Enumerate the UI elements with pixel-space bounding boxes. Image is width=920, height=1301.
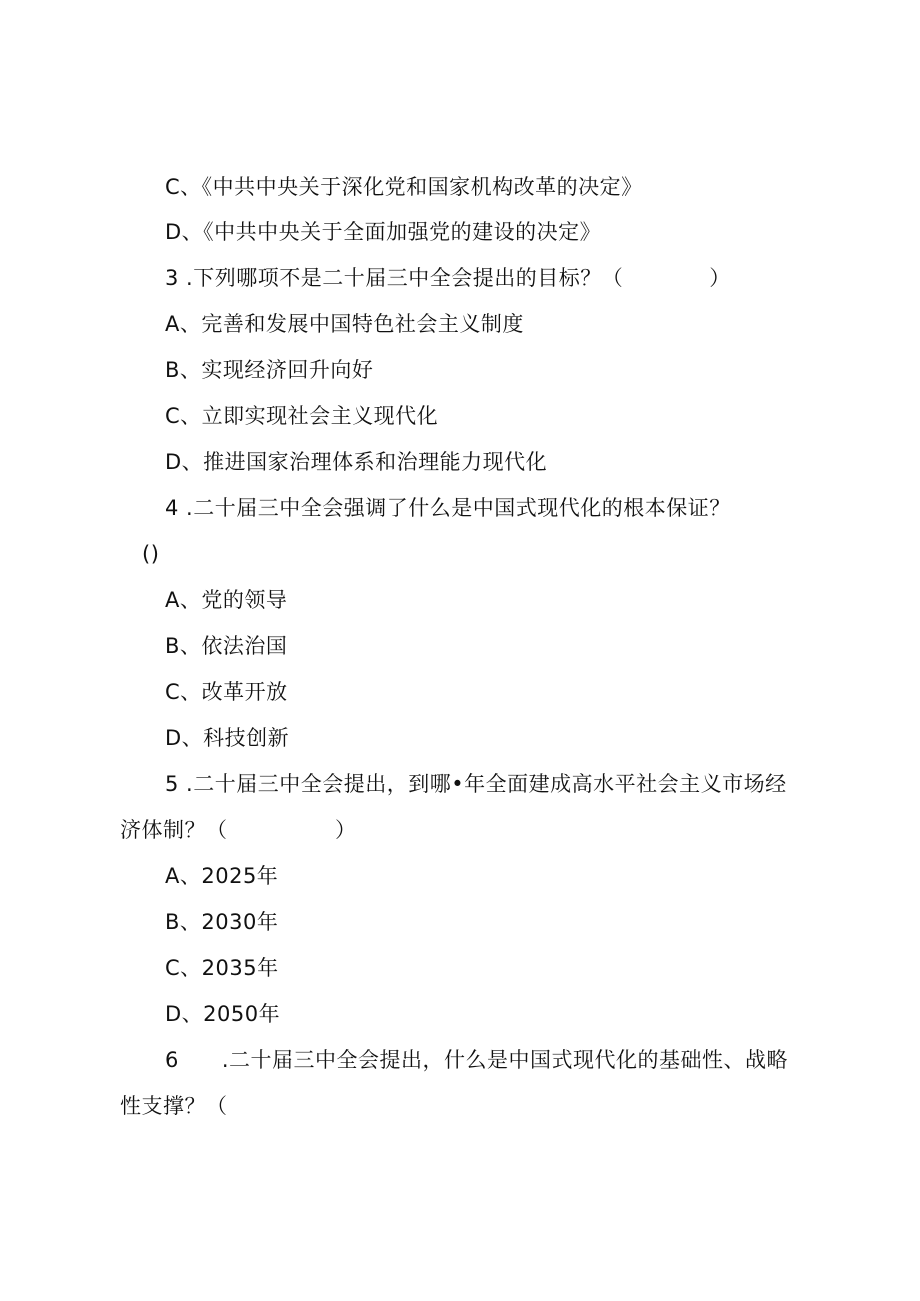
q6-stem-line1: 6 .二十届三中全会提出，什么是中国式现代化的基础性、战略 [165,1048,789,1072]
q5-stem-line2: 济体制？（ ） [120,818,357,842]
q4-option-a: A、党的领导 [165,588,288,612]
q5-option-a: A、2025年 [165,864,279,888]
q4-answer-blank: () [142,542,160,566]
q3-option-c: C、立即实现社会主义现代化 [165,404,439,428]
q2-option-c: C、《中共中央关于深化党和国家机构改革的决定》 [165,175,643,199]
q6-stem-line2: 性支撑？（ [120,1094,228,1118]
q3-option-d: D、推进国家治理体系和治理能力现代化 [165,450,548,474]
q5-option-b: B、2030年 [165,910,279,934]
q4-option-d: D、科技创新 [165,726,290,750]
q3-option-a: A、完善和发展中国特色社会主义制度 [165,312,524,336]
q5-stem-line1: 5 .二十届三中全会提出，到哪•年全面建成高水平社会主义市场经 [165,772,787,796]
q4-stem: 4 .二十届三中全会强调了什么是中国式现代化的根本保证？ [165,496,731,520]
q4-option-b: B、依法治国 [165,634,288,658]
q5-option-c: C、2035年 [165,956,279,980]
q5-option-d: D、2050年 [165,1002,281,1026]
q3-stem: 3 .下列哪项不是二十届三中全会提出的目标？（ ） [165,266,731,290]
q4-option-c: C、改革开放 [165,680,288,704]
q2-option-d: D、《中共中央关于全面加强党的建设的决定》 [165,220,602,244]
q3-option-b: B、实现经济回升向好 [165,358,374,382]
